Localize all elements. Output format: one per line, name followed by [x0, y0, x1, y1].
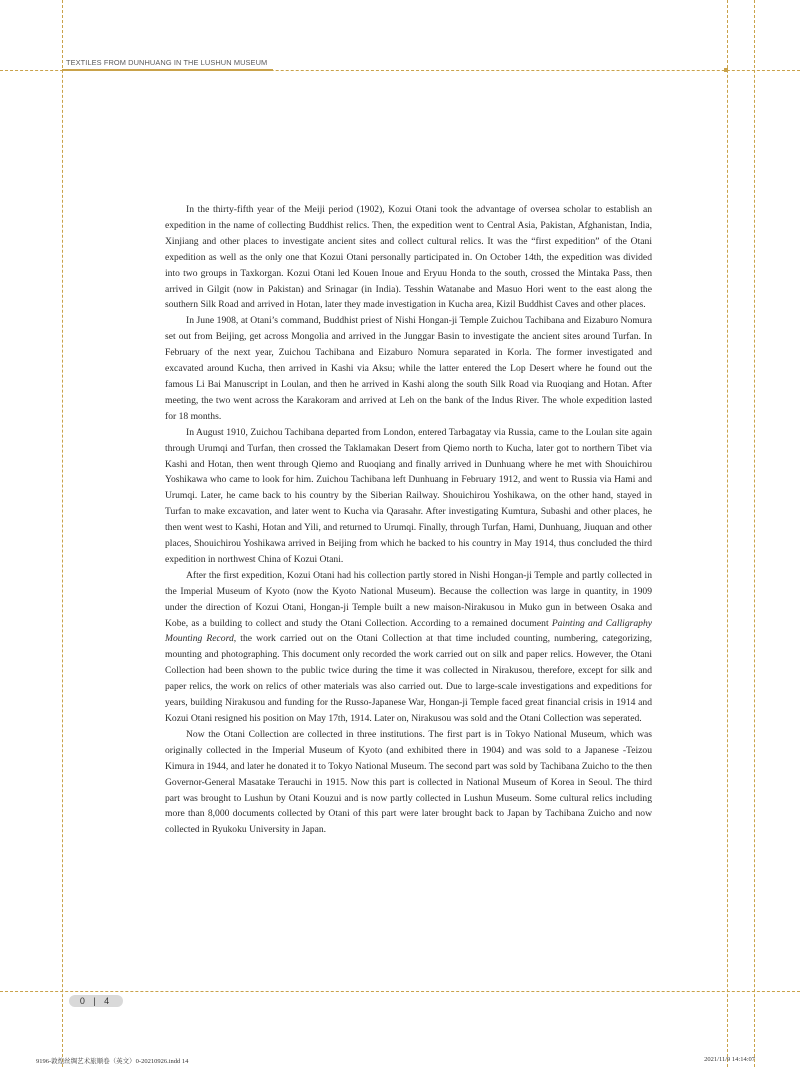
body-text — [165, 202, 652, 838]
paragraph-2: In June 1908, at Otani’s command, Buddhist priest of Nishi Hongan-ji Temple Zuichou Tachibana and Eizaburo Nomura set out from Beijing, get across Mongolia and arrived in the Junggar Basin to investigate the ancient sites around Turfan. In February of the next year, Zuichou Tachibana and Eizaburo Nomura separated in Korla. The former investigated and excavated around Kucha, then arrived in Kashi via Aksu; while the latter entered the Lop Desert where he found out the famous Li Bai Manuscript in Loulan, and then he arrived in Kashi along the south Silk Road via Ruoqiang and Hotan. After meeting, the two went across the Karakoram and arrived at Leh on the bank of the Indus River. The whole expedition lasted for 18 months. — [165, 315, 652, 422]
paragraph-4-part-a: After the first expedition, Kozui Otani had his collection partly stored in Nishi Hongan-ji Temple and partly collected in the Imperial Museum of Kyoto (now the Kyoto National Museum). Because the collection was large in quantity, in 1909 under the direction of Kozui Otani, Hongan-ji Temple built a new maison-Nirakusou in Muko gun in between Osaka and Kobe, as a building to collect and study the Otani Collection. According to a remained document — [165, 569, 652, 629]
print-timestamp: 2021/11/9 14:14:07 — [704, 1056, 755, 1063]
corner-marker — [724, 68, 728, 72]
paragraph-3: In August 1910, Zuichou Tachibana departed from London, entered Tarbagatay via Russia, came to the Loulan site again through Urumqi and Turfan, then crossed the Taklamakan Desert from Qiemo north to Kucha, later got to northern Tibet via Kashi and Hotan, then went through Qiemo and Ruoqiang and finally arrived in Dunhuang where he met with Shouichirou Yoshikawa who came to look for him. Zuichou Tachibana left Dunhuang in February 1912, and went to Russia via Hami and Urumqi. Later, he came back to his country by the Siberian Railway. Shouichirou Yoshikawa, on the other hand, stayed in Turfan to make excavation, and later went to Kucha via Qarasahr. After investigating Kumtura, Subashi and other places, he then went west to Kashi, Hotan and Yili, and returned to Urumqi. Finally, through Turfan, Hami, Dunhuang, Jiuquan and other places, Shouichirou Yoshikawa arrived in Beijing from which he backed to his country in May 1914, thus concluded the third expedition in northwest China of Kozui Otani. — [165, 426, 652, 565]
running-header: TEXTILES FROM DUNHUANG IN THE LUSHUN MUSEUM — [66, 58, 268, 67]
guide-line-bottom — [0, 991, 800, 992]
paragraph-4-part-b: , the work carried out on the Otani Collection at that time included counting, numbering, categorizing, mounting and photographing. This document only recorded the work carried out on silk and paper relics. However, the Otani Collection had been shown to the public twice during the time it was collected in Nirakusou, therefore, except for silk and paper relics, the work on relics of other materials was also carried out. Due to large-scale investigations and expeditions for years, building Nirakusou and funding for the Russo-Japanese War, Hongan-ji Temple faced great financial crisis in 1914 and Kozui Otani resigned his position on May 17th, 1914. Later on, Nirakusou was sold and the Otani Collection was seperated. — [165, 633, 652, 724]
print-file-name: 9196-敦煌丝绸艺术旅顺卷（英文）0-20210926.indd 14 — [36, 1058, 189, 1065]
document-title: Painting and Calligraphy Mounting Record — [165, 617, 653, 645]
page-number: 0 | 4 — [69, 995, 123, 1007]
paragraph-5: Now the Otani Collection are collected in three institutions. The first part is in Tokyo National Museum, which was originally collected in the Imperial Museum of Kyoto (and exhibited there in 1904) and was sold to a Japanese -Teizou Kimura in 1944, and later he donated it to Tokyo National Museum. The second part was sold by Tachibana Zuicho to the then Governor-General Masatake Terauchi in 1915. Now this part is collected in National Museum of Korea in Seoul. The third part was brought to Lushun by Otani Kouzui and is now partly collected in Lushun Museum. Some cultural relics including more than 8,000 documents collected by Otani of this part were later brought back to Japan by Tachibana Zuicho and now collected in Ryukoku University in Japan. — [165, 728, 652, 836]
header-underline — [62, 69, 273, 71]
paragraph-1: In the thirty-fifth year of the Meiji period (1902), Kozui Otani took the advantage of oversea scholar to establish an expedition in the name of collecting Buddhist relics. Then, the expedition went to Central Asia, Pakistan, Afghanistan, India, Xinjiang and other places to investigate ancient sites and collect cultural relics. It was the “first expedition” of the Otani expedition as well as the only one that Kozui Otani personally participated in. On October 14th, the expedition was divided into two groups in Taxkorgan. Kozui Otani led Kouen Inoue and Eryuu Honda to the south, crossed the Mintaka Pass, then arrived in Gilgit (now in Pakistan) and Srinagar (in India). Tesshin Watanabe and Masuo Hori went to the east along the southern Silk Road and arrived in Hotan, later they made investigation in Kucha area, Kizil Buddhist Caves and other places. — [165, 204, 652, 311]
guide-line-right-inner — [727, 0, 728, 1067]
paragraph-4 — [165, 568, 652, 727]
guide-line-right-outer — [754, 0, 755, 1067]
guide-line-left — [62, 0, 63, 1067]
